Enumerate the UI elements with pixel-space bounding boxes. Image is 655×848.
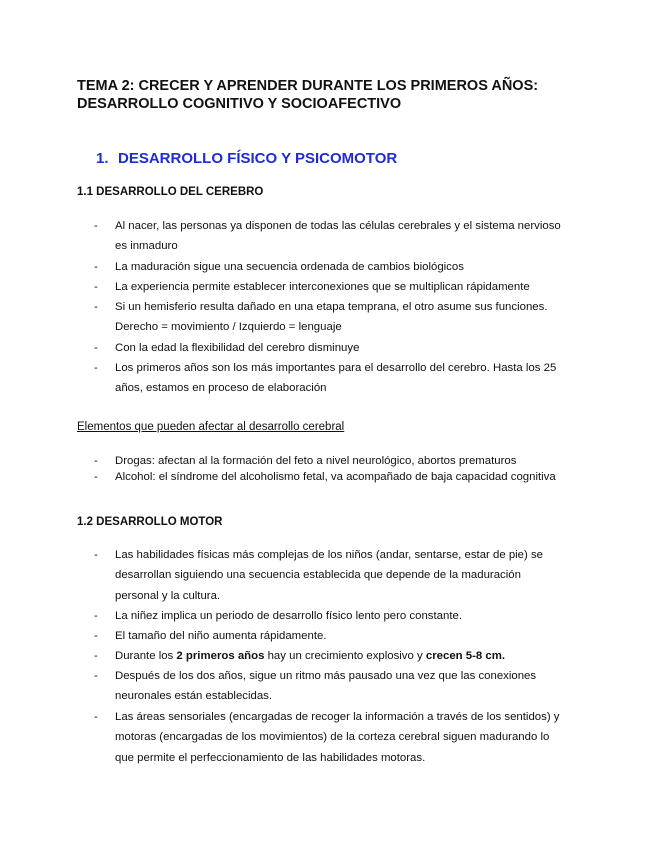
bullet-dash: -: [94, 281, 98, 293]
cerebro-item-4: - Si un hemisferio resulta dañado en una etapa temprana, el otro asume sus funciones. Derecho = movimiento / Izquierdo = lenguaje: [94, 297, 574, 338]
section-1-title: DESARROLLO FÍSICO Y PSICOMOTOR: [118, 150, 398, 167]
document-title-line-1: TEMA 2: CRECER Y APRENDER DURANTE LOS PRIMEROS AÑOS:: [77, 78, 539, 94]
motor-item-1: - Las habilidades físicas más complejas de los niños (andar, sentarse, estar de pie) se desarrollan siguiendo una secuencia establecida que depende de la maduración personal y la cultura.: [94, 545, 574, 606]
cerebro-item-5: - Con la edad la flexibilidad del cerebro disminuye: [94, 338, 574, 358]
motor-item-growth: - Durante los 2 primeros años hay un crecimiento explosivo y crecen 5-8 cm.: [94, 646, 574, 666]
motor-item-3: - El tamaño del niño aumenta rápidamente.: [94, 626, 574, 646]
cerebro-factors-subheading: Elementos que pueden afectar al desarrollo cerebral: [77, 421, 345, 433]
cerebro-item-1: - Al nacer, las personas ya disponen de todas las células cerebrales y el sistema nervioso es inmaduro: [94, 216, 574, 257]
cerebro-factor-1: - Drogas: afectan al la formación del feto a nivel neurológico, abortos prematuros: [94, 452, 574, 470]
bullet-dash: -: [94, 670, 98, 682]
document-title-line-2: DESARROLLO COGNITIVO Y SOCIOAFECTIVO: [77, 96, 402, 112]
bullet-dash: -: [94, 301, 98, 313]
growth-amount: crecen 5-8 cm.: [425, 650, 506, 662]
cerebro-heading: 1.1 DESARROLLO DEL CEREBRO: [77, 186, 264, 198]
bullet-dash: -: [94, 610, 98, 622]
bullet-dash: -: [94, 711, 98, 723]
section-1-number: 1.: [96, 150, 109, 167]
motor-heading: 1.2 DESARROLLO MOTOR: [77, 516, 223, 528]
cerebro-factor-2: - Alcohol: el síndrome del alcoholismo fetal, va acompañado de baja capacidad cognitiva: [94, 468, 574, 486]
motor-item-5: - Las áreas sensoriales (encargadas de recoger la información a través de los sentidos) y motoras (encargadas de los movimientos) de la corteza cerebral siguen madurando lo que permite el perfeccionamiento de las habilidades motoras.: [94, 707, 574, 768]
bullet-dash: -: [94, 630, 98, 642]
section-1-heading: [96, 150, 397, 167]
bullet-dash: -: [94, 650, 98, 662]
bullet-dash: -: [94, 549, 98, 561]
cerebro-item-6: - Los primeros años son los más importantes para el desarrollo del cerebro. Hasta los 25 años, estamos en proceso de elaboración: [94, 358, 574, 399]
bullet-dash: -: [94, 362, 98, 374]
bullet-dash: -: [94, 261, 98, 273]
bullet-dash: -: [94, 342, 98, 354]
cerebro-item-3: - La experiencia permite establecer interconexiones que se multiplican rápidamente: [94, 277, 574, 297]
bullet-dash: -: [94, 220, 98, 232]
motor-item-2: - La niñez implica un periodo de desarrollo físico lento pero constante.: [94, 606, 574, 626]
cerebro-item-2: - La maduración sigue una secuencia ordenada de cambios biológicos: [94, 257, 574, 277]
bullet-dash: -: [94, 455, 98, 467]
motor-item-4: - Después de los dos años, sigue un ritmo más pausado una vez que las conexiones neuronales están establecidas.: [94, 666, 574, 707]
growth-period: 2 primeros años: [176, 650, 265, 662]
bullet-dash: -: [94, 471, 98, 483]
